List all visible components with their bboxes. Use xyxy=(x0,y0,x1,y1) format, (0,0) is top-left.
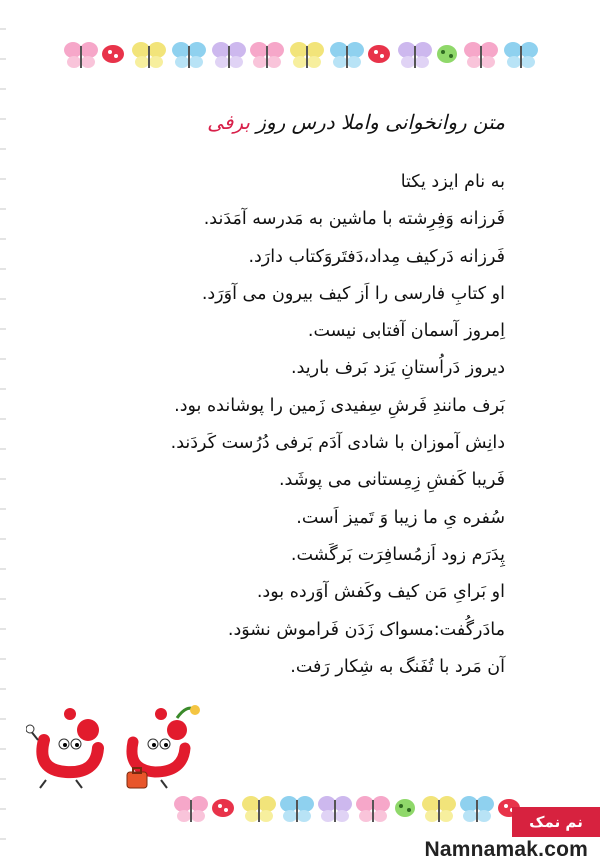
cartoon-letter-icon xyxy=(26,700,206,790)
brand-badge: نم نمک xyxy=(512,807,600,837)
text-line: به نام ایزد یکتا xyxy=(400,172,505,192)
text-line: او کتابِ فارسی را اَز کیف بیرون می آوَرَد. xyxy=(201,283,505,304)
text-line: دانِش آموزان با شادی آدَم بَرفی دُرُست کَردَند. xyxy=(170,433,505,454)
title-accent: برفی xyxy=(207,110,250,134)
brand-url[interactable]: Namnamak.com xyxy=(424,838,588,861)
text-line: سُفره یِ ما زیبا وَ تَمیز اَست. xyxy=(296,507,505,528)
text-line: اِمروز آسمان آفتابی نیست. xyxy=(307,321,505,342)
butterfly-border-bottom xyxy=(55,788,555,828)
text-line: آن مَرد با تُفَنگ به شِکار رَفت. xyxy=(290,656,505,677)
dictation-lines xyxy=(85,164,505,686)
text-line: او بَرایِ مَن کیف وکَفش آوَرده بود. xyxy=(256,582,505,603)
butterfly-border-icon xyxy=(55,788,555,828)
text-line: پِدَرَم زود اَزمُسافِرَت بَرگَشت. xyxy=(290,544,505,565)
text-line: بَرف مانندِ فَرشِ سِفیدی زَمین را پوشانده بود. xyxy=(174,395,505,416)
cartoon-letters-illustration xyxy=(26,700,206,790)
text-line: فَریبا کَفشِ زِمِستانی می پوشَد. xyxy=(278,470,505,491)
margin-guide xyxy=(0,0,6,868)
text-line: مادَرگُفت:مسواک زَدَن فَراموش نشوَد. xyxy=(227,619,505,640)
text-line: دیروز دَراُستانِ یَزد بَرف بارید. xyxy=(291,358,505,379)
title-main: متن روانخوانی واملا درس روز xyxy=(256,110,505,134)
butterfly-border-icon xyxy=(55,34,555,74)
butterfly-border-top xyxy=(55,34,555,74)
text-line: فَرزانه دَرکیف مِداد،دَفتَروَکتاب دارَد. xyxy=(248,246,505,267)
text-line: فَرزانه وَفِرِشته با ماشین به مَدرسه آمَدَند. xyxy=(203,209,505,230)
page-title xyxy=(207,110,505,134)
